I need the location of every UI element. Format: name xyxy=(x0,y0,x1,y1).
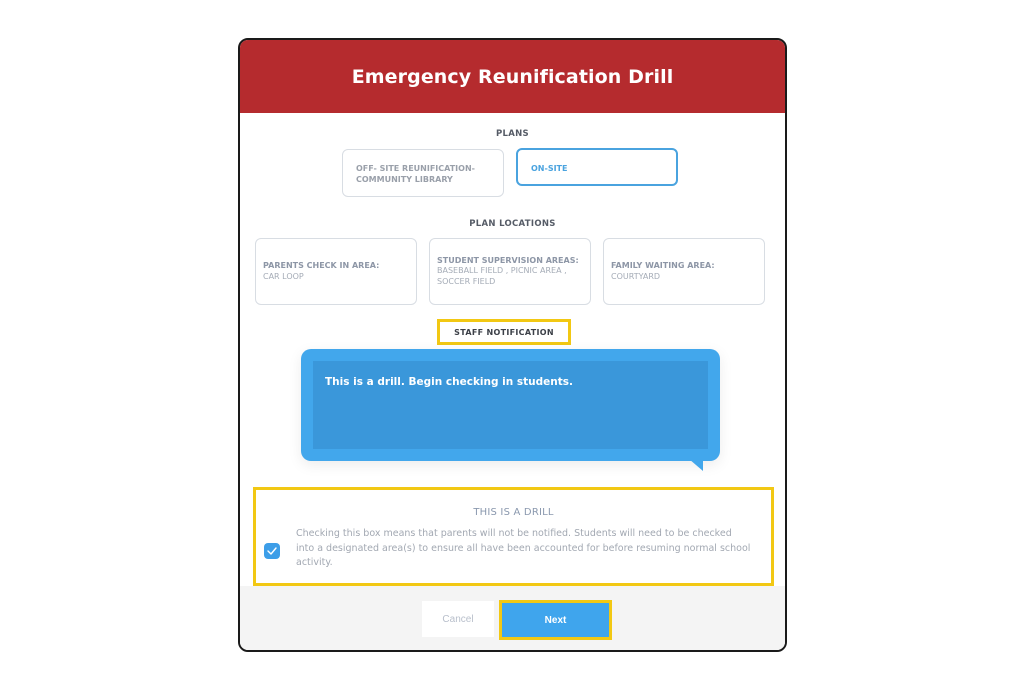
plan-option-label-line1: OFF- SITE REUNIFICATION- xyxy=(356,164,475,173)
plan-option-on-site[interactable] xyxy=(516,148,678,186)
plans-label: PLANS xyxy=(496,129,529,139)
location-card-parents-check-in xyxy=(255,238,417,305)
plan-option-label: ON-SITE xyxy=(531,164,568,173)
staff-notification-bubble xyxy=(301,349,720,461)
drill-checkbox[interactable] xyxy=(264,543,280,559)
plan-locations-label: PLAN LOCATIONS xyxy=(469,219,556,229)
drill-description: Checking this box means that parents will not be notified. Students will need to be checked into a designated area(s) to ensure all have been accounted for before resuming normal school activity. xyxy=(296,528,751,568)
checkmark-icon xyxy=(267,547,277,555)
location-value: COURTYARD xyxy=(611,271,661,281)
location-value: CAR LOOP xyxy=(263,271,304,281)
plan-option-label-line2: COMMUNITY LIBRARY xyxy=(356,175,453,184)
cancel-button[interactable]: Cancel xyxy=(422,601,494,637)
modal-footer xyxy=(240,586,785,650)
drill-confirmation-box xyxy=(253,487,774,586)
speech-bubble-tail-icon xyxy=(689,459,703,471)
location-card-family-waiting xyxy=(603,238,765,305)
drill-modal xyxy=(238,38,787,652)
location-value: BASEBALL FIELD , PICNIC AREA , SOCCER FIELD xyxy=(437,266,567,286)
staff-notification-message[interactable]: This is a drill. Begin checking in students. xyxy=(313,361,708,449)
modal-title: Emergency Reunification Drill xyxy=(351,65,674,88)
drill-title: THIS IS A DRILL xyxy=(473,507,554,518)
location-title: STUDENT SUPERVISION AREAS: xyxy=(437,255,579,265)
location-title: PARENTS CHECK IN AREA: xyxy=(263,261,380,270)
modal-header xyxy=(240,40,785,113)
location-title: FAMILY WAITING AREA: xyxy=(611,261,715,270)
location-card-student-supervision xyxy=(429,238,591,305)
next-button[interactable]: Next xyxy=(499,600,612,640)
staff-notification-label: STAFF NOTIFICATION xyxy=(437,319,571,345)
plan-option-off-site[interactable] xyxy=(342,149,504,197)
